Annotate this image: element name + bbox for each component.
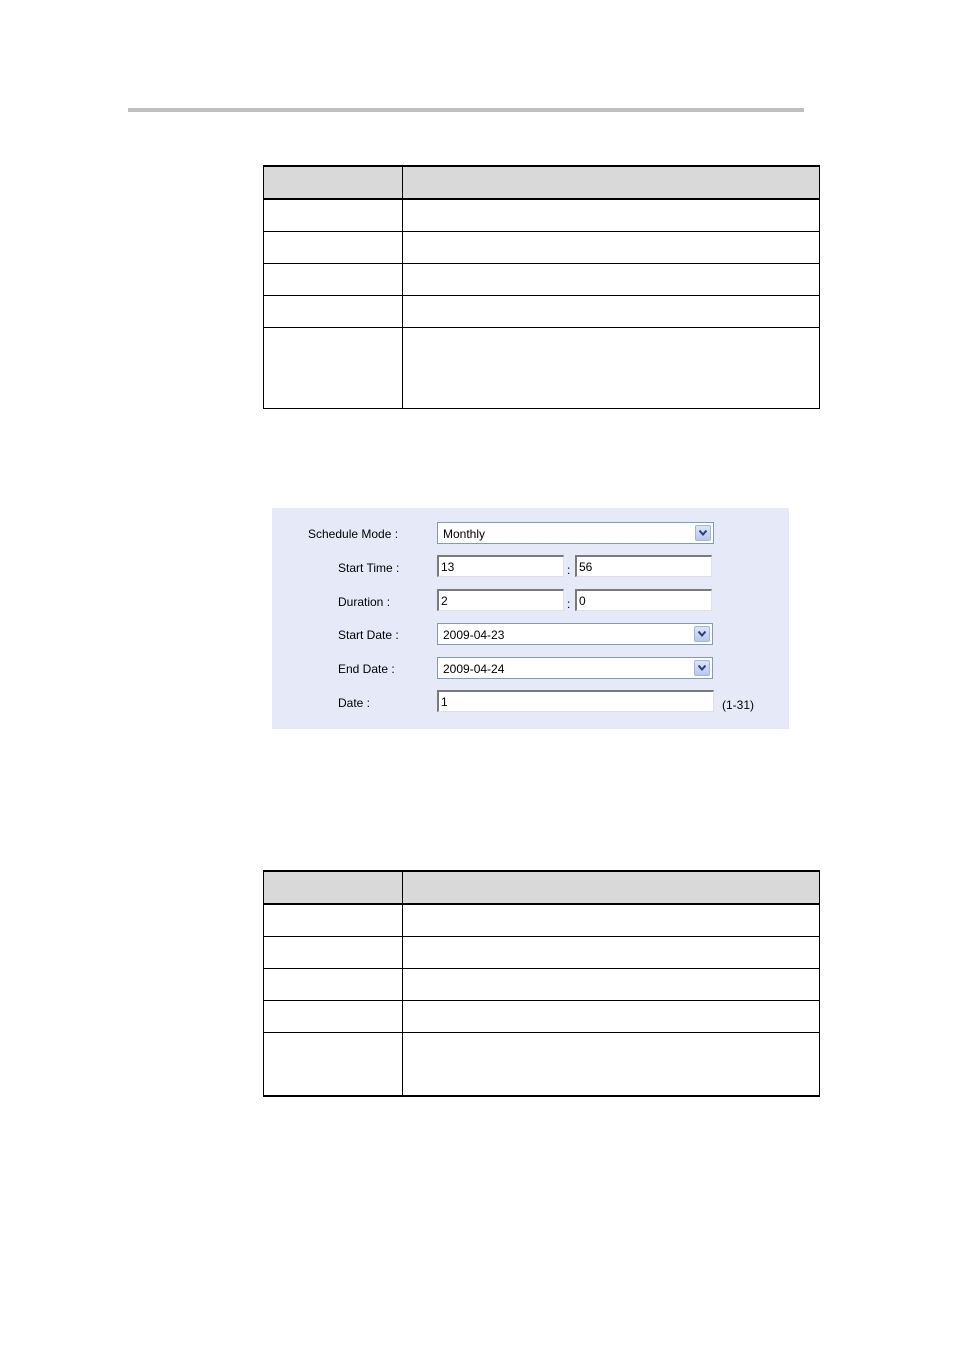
- schedule-mode-select[interactable]: [437, 522, 714, 544]
- start-time-label: Start Time :: [338, 561, 400, 575]
- table-cell: [264, 968, 403, 1000]
- duration-label: Duration :: [338, 595, 391, 609]
- table-row: [264, 1000, 820, 1032]
- table-header-cell: [403, 166, 820, 199]
- schedule-mode-value: Monthly: [443, 527, 486, 541]
- table-row: [264, 231, 820, 263]
- header-rule: [128, 108, 804, 112]
- table-header-row: [264, 871, 820, 904]
- start-date-label: Start Date :: [338, 628, 399, 642]
- start-time-minute-input[interactable]: [575, 555, 712, 577]
- duration-minutes-input[interactable]: [575, 589, 712, 611]
- table-cell: [264, 904, 403, 936]
- start-date-value: 2009-04-23: [443, 628, 505, 642]
- chevron-down-icon[interactable]: [694, 626, 710, 642]
- table-row: [264, 295, 820, 327]
- schedule-mode-label: Schedule Mode :: [308, 527, 399, 541]
- date-range-hint: (1-31): [722, 698, 755, 712]
- table-cell: [403, 936, 820, 968]
- table-cell: [264, 1000, 403, 1032]
- table-cell: [264, 231, 403, 263]
- date-label: Date :: [338, 696, 371, 710]
- chevron-down-icon[interactable]: [695, 525, 711, 541]
- parameter-table-top: [263, 165, 820, 409]
- table-header-cell: [264, 166, 403, 199]
- parameter-table-bottom: [263, 870, 820, 1097]
- table-cell: [403, 327, 820, 408]
- table-cell: [403, 1032, 820, 1096]
- table-cell: [264, 295, 403, 327]
- duration-hours-input[interactable]: [437, 589, 564, 611]
- table-cell: [403, 1000, 820, 1032]
- table-header-row: [264, 166, 820, 199]
- schedule-form-panel: [272, 508, 789, 729]
- duration-minutes-value: 0: [579, 594, 586, 608]
- table-row: [264, 199, 820, 231]
- table-cell: [403, 295, 820, 327]
- table-cell: [403, 904, 820, 936]
- start-time-hour-input[interactable]: [437, 555, 564, 577]
- table-row: [264, 936, 820, 968]
- table-row: [264, 968, 820, 1000]
- table-cell: [264, 263, 403, 295]
- table-cell: [264, 327, 403, 408]
- date-input[interactable]: [437, 690, 714, 712]
- start-time-separator: :: [567, 563, 571, 577]
- start-time-minute-value: 56: [579, 560, 593, 574]
- end-date-label: End Date :: [338, 662, 395, 676]
- end-date-select[interactable]: [437, 657, 713, 679]
- table-cell: [403, 199, 820, 231]
- table-row: [264, 263, 820, 295]
- table-cell: [403, 968, 820, 1000]
- table-row: [264, 327, 820, 408]
- table-cell: [264, 1032, 403, 1096]
- chevron-down-icon[interactable]: [694, 660, 710, 676]
- table-cell: [264, 199, 403, 231]
- table-cell: [403, 263, 820, 295]
- table-header-cell: [403, 871, 820, 904]
- start-date-select[interactable]: [437, 623, 713, 645]
- duration-separator: :: [567, 597, 571, 611]
- end-date-value: 2009-04-24: [443, 662, 505, 676]
- start-time-hour-value: 13: [441, 560, 455, 574]
- table-header-cell: [264, 871, 403, 904]
- table-row: [264, 1032, 820, 1096]
- table-row: [264, 904, 820, 936]
- table-cell: [403, 231, 820, 263]
- duration-hours-value: 2: [441, 594, 448, 608]
- table-cell: [264, 936, 403, 968]
- date-value: 1: [441, 695, 448, 709]
